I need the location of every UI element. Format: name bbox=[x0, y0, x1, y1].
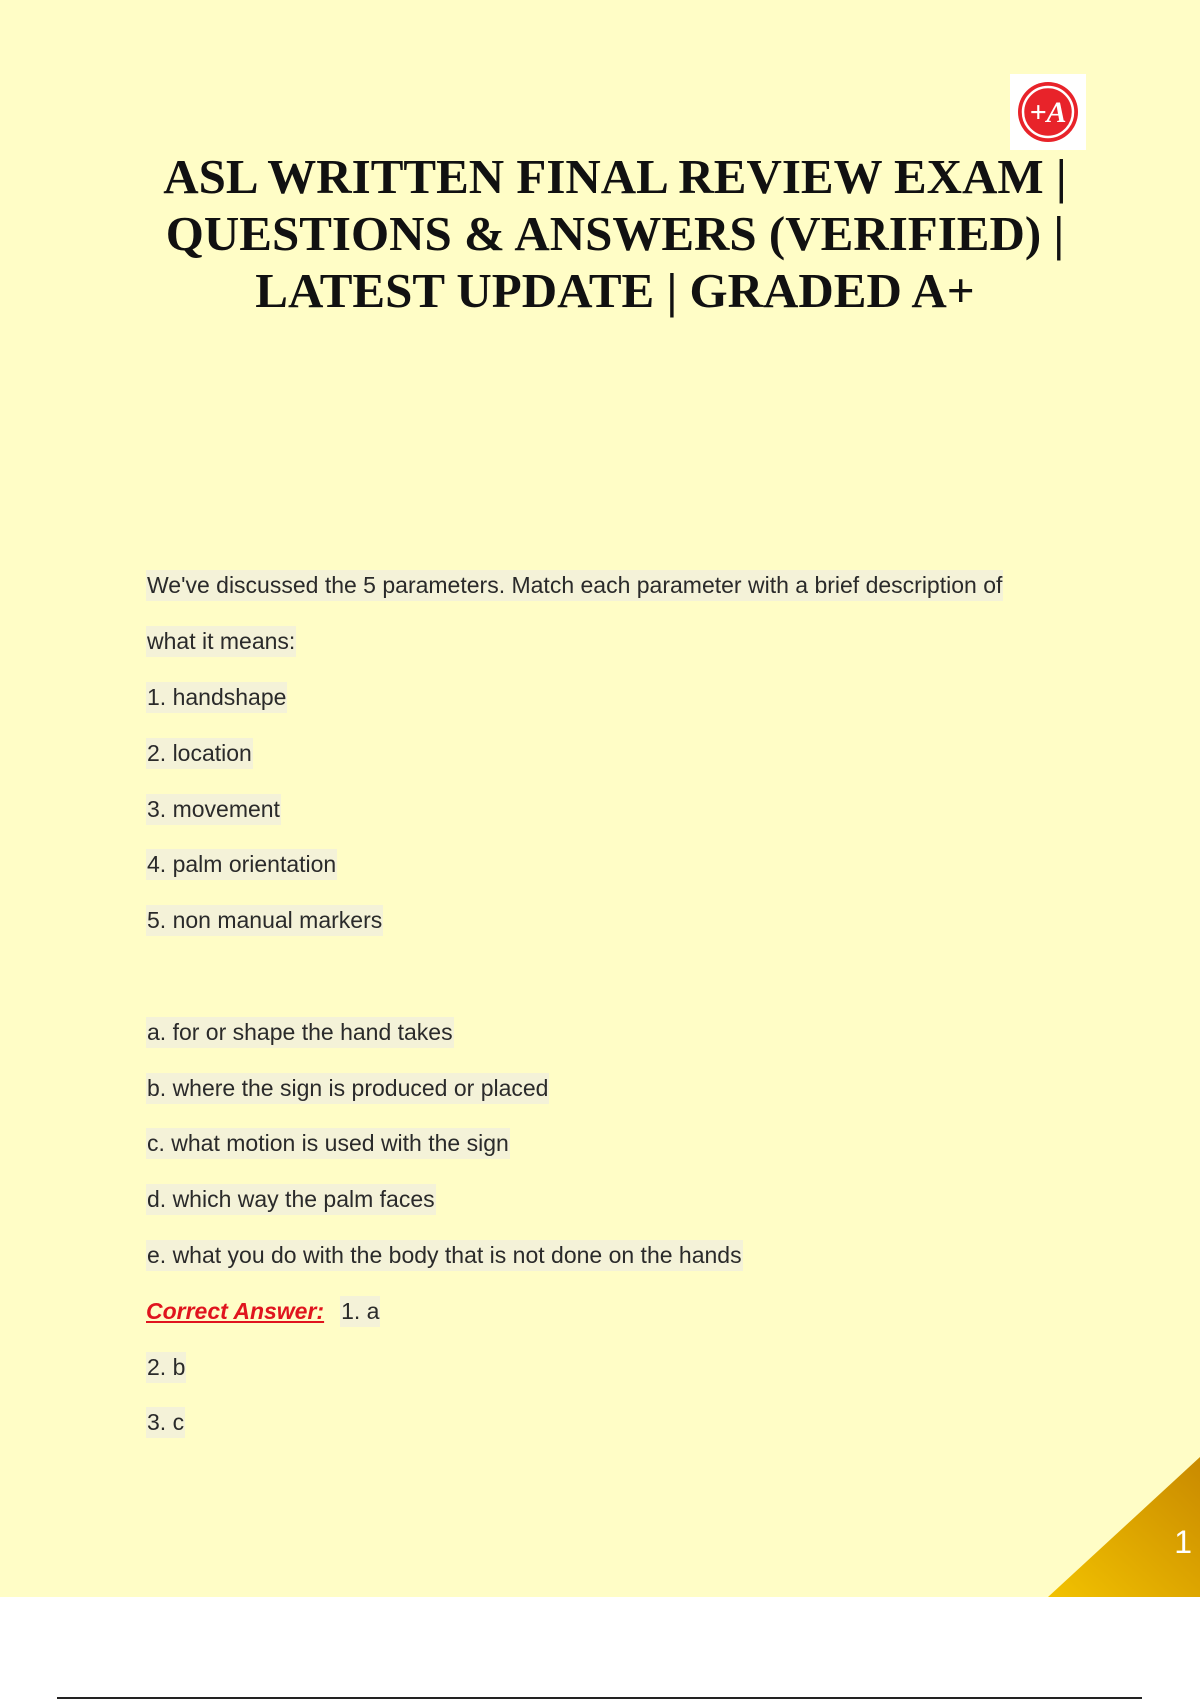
svg-text:+A: +A bbox=[1029, 96, 1067, 129]
answer-item: 2. b bbox=[146, 1339, 1076, 1395]
description-item: c. what motion is used with the sign bbox=[146, 1116, 1076, 1172]
prompt-line: We've discussed the 5 parameters. Match each parameter with a brief description of bbox=[146, 558, 1076, 614]
description-item: b. where the sign is produced or placed bbox=[146, 1060, 1076, 1116]
title-line: ASL WRITTEN FINAL REVIEW EXAM | bbox=[163, 149, 1067, 204]
correct-answer-label: Correct Answer: bbox=[146, 1297, 325, 1324]
parameter-item: 2. location bbox=[146, 725, 1076, 781]
title-line: QUESTIONS & ANSWERS (VERIFIED) | bbox=[165, 206, 1065, 261]
page-number: 1 bbox=[1174, 1524, 1192, 1560]
title-line: LATEST UPDATE | GRADED A+ bbox=[255, 263, 975, 318]
description-item: d. which way the palm faces bbox=[146, 1172, 1076, 1228]
document-title bbox=[100, 148, 1130, 319]
description-item: e. what you do with the body that is not done on the hands bbox=[146, 1228, 1076, 1284]
correct-answer-line bbox=[146, 1283, 1076, 1339]
grade-a-plus-logo-icon bbox=[1010, 74, 1086, 150]
answer-item: 3. c bbox=[146, 1395, 1076, 1451]
parameter-item: 1. handshape bbox=[146, 670, 1076, 726]
parameter-item: 3. movement bbox=[146, 781, 1076, 837]
prompt-line: what it means: bbox=[146, 614, 1076, 670]
answer-item: 1. a bbox=[340, 1296, 380, 1327]
description-item: a. for or shape the hand takes bbox=[146, 1004, 1076, 1060]
question-block bbox=[146, 558, 1076, 1451]
parameter-item: 4. palm orientation bbox=[146, 837, 1076, 893]
parameter-item: 5. non manual markers bbox=[146, 893, 1076, 949]
footer-divider bbox=[57, 1697, 1142, 1699]
blank-line bbox=[146, 949, 1076, 1005]
